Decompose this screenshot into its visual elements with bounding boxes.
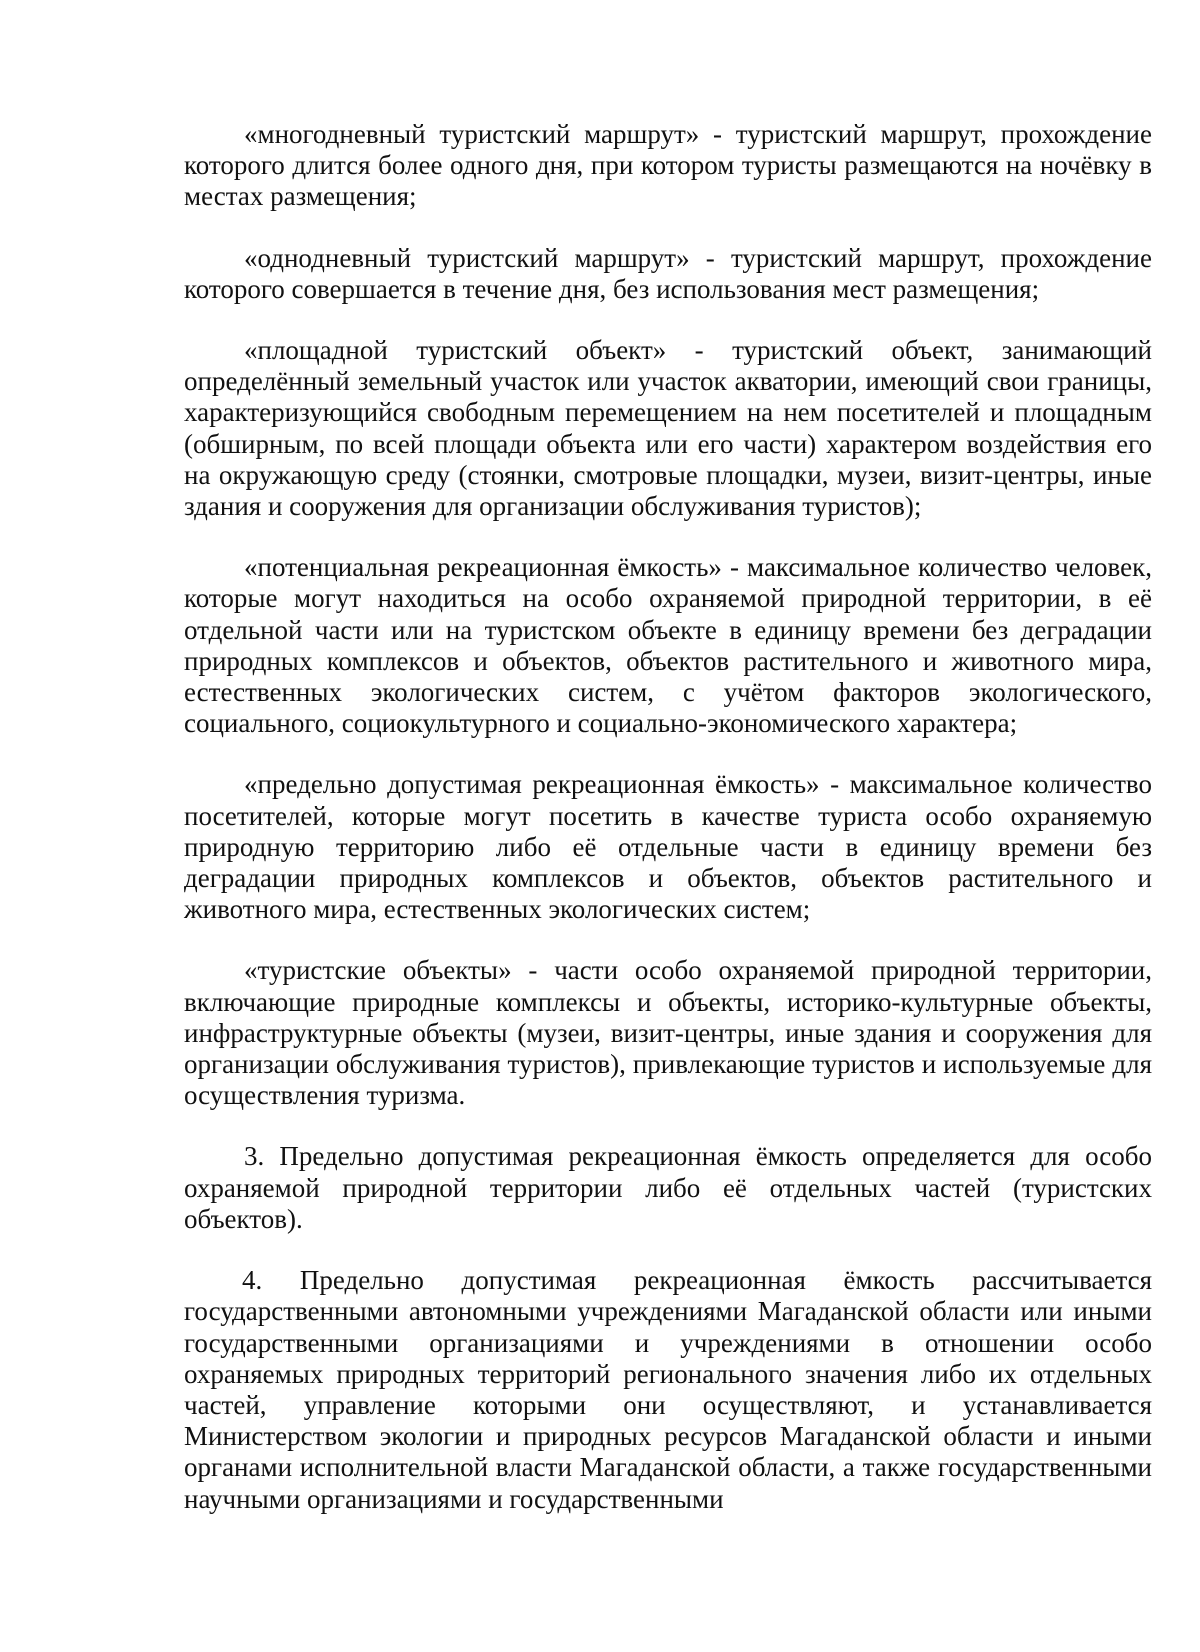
document-body: [184, 119, 1152, 1515]
paragraph-clause-3: 3. Предельно допустимая рекреационная ёмкость определяется для особо охраняемой природной территории либо её отдельных частей (туристских объектов).: [184, 1141, 1152, 1234]
paragraph-oneday-route: «однодневный туристский маршрут» - туристский маршрут, прохождение которого совершается в течение дня, без использования мест размещения;: [184, 242, 1152, 304]
paragraph-potential-capacity: «потенциальная рекреационная ёмкость» - максимальное количество человек, которые могут находиться на особо охраняемой природной территории, в её отдельной части или на туристском объекте в единицу времени без деградации природных комплексов и объектов, объектов растительного и животного мира, естественных экологических систем, с учётом факторов экологического, социального, социокультурного и социально-экономического характера;: [184, 552, 1152, 739]
paragraph-clause-4: 4. Предельно допустимая рекреационная ёмкость рассчитывается государственными автономными учреждениями Магаданской области или иными государственными организациями и учреждениями в отношении особо охраняемых природных территорий регионального значения либо их отдельных частей, управление которыми они осуществляют, и устанавливается Министерством экологии и природных ресурсов Магаданской области и иными органами исполнительной власти Магаданской области, а также государственными научными организациями и государственными: [184, 1265, 1152, 1514]
paragraph-tourist-objects: «туристские объекты» - части особо охраняемой природной территории, включающие природные комплексы и объекты, историко-культурные объекты, инфраструктурные объекты (музеи, визит-центры, иные здания и сооружения для организации обслуживания туристов), привлекающие туристов и используемые для осуществления туризма.: [184, 955, 1152, 1111]
paragraph-area-tourist-object: «площадной туристский объект» - туристский объект, занимающий определённый земельный участок или участок акватории, имеющий свои границы, характеризующийся свободным перемещением на нем посетителей и площадным (обширным, по всей площади объекта или его части) характером воздействия его на окружающую среду (стоянки, смотровые площадки, музеи, визит-центры, иные здания и сооружения для организации обслуживания туристов);: [184, 335, 1152, 522]
paragraph-multiday-route: «многодневный туристский маршрут» - туристский маршрут, прохождение которого длится более одного дня, при котором туристы размещаются на ночёвку в местах размещения;: [184, 119, 1152, 212]
paragraph-max-capacity: «предельно допустимая рекреационная ёмкость» - максимальное количество посетителей, которые могут посетить в качестве туриста особо охраняемую природную территорию либо её отдельные части в единицу времени без деградации природных комплексов и объектов, объектов растительного и животного мира, естественных экологических систем;: [184, 769, 1152, 925]
